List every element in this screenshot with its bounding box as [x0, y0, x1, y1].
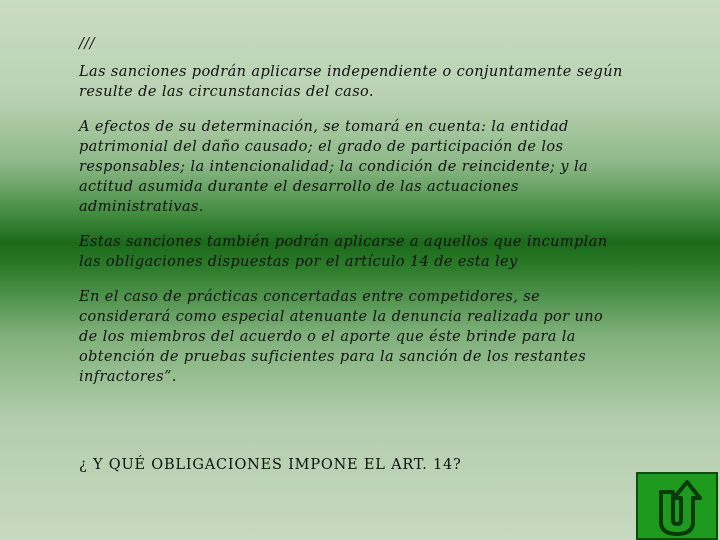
u-turn-arrow-icon [647, 476, 707, 538]
paragraph-4: En el caso de prácticas concertadas entre competidores, se considerará como especial atenuante la denuncia realizada por uno de los miembros del acuerdo o el aporte que éste brinde para la obtención de pruebas suficientes para la sanción de los restantes infractores”. [79, 289, 604, 385]
back-button[interactable] [636, 472, 718, 540]
paragraph-2: A efectos de su determinación, se tomará en cuenta: la entidad patrimonial del daño causado; el grado de participación de los responsables; la intencionalidad; la condición de reincidente; y la actitud asumida durante el desarrollo de las actuaciones administrativas. [79, 119, 589, 215]
continuation-marker: /// [79, 36, 95, 52]
question-link[interactable]: ¿ Y QUÉ OBLIGACIONES IMPONE EL ART. 14? [79, 457, 462, 473]
paragraph-1: Las sanciones podrán aplicarse independiente o conjuntamente según resulte de las circunstancias del caso. [79, 64, 623, 100]
paragraph-3: Estas sanciones también podrán aplicarse a aquellos que incumplan las obligaciones dispuestas por el artículo 14 de esta ley [79, 234, 608, 270]
slide-body [79, 34, 624, 387]
